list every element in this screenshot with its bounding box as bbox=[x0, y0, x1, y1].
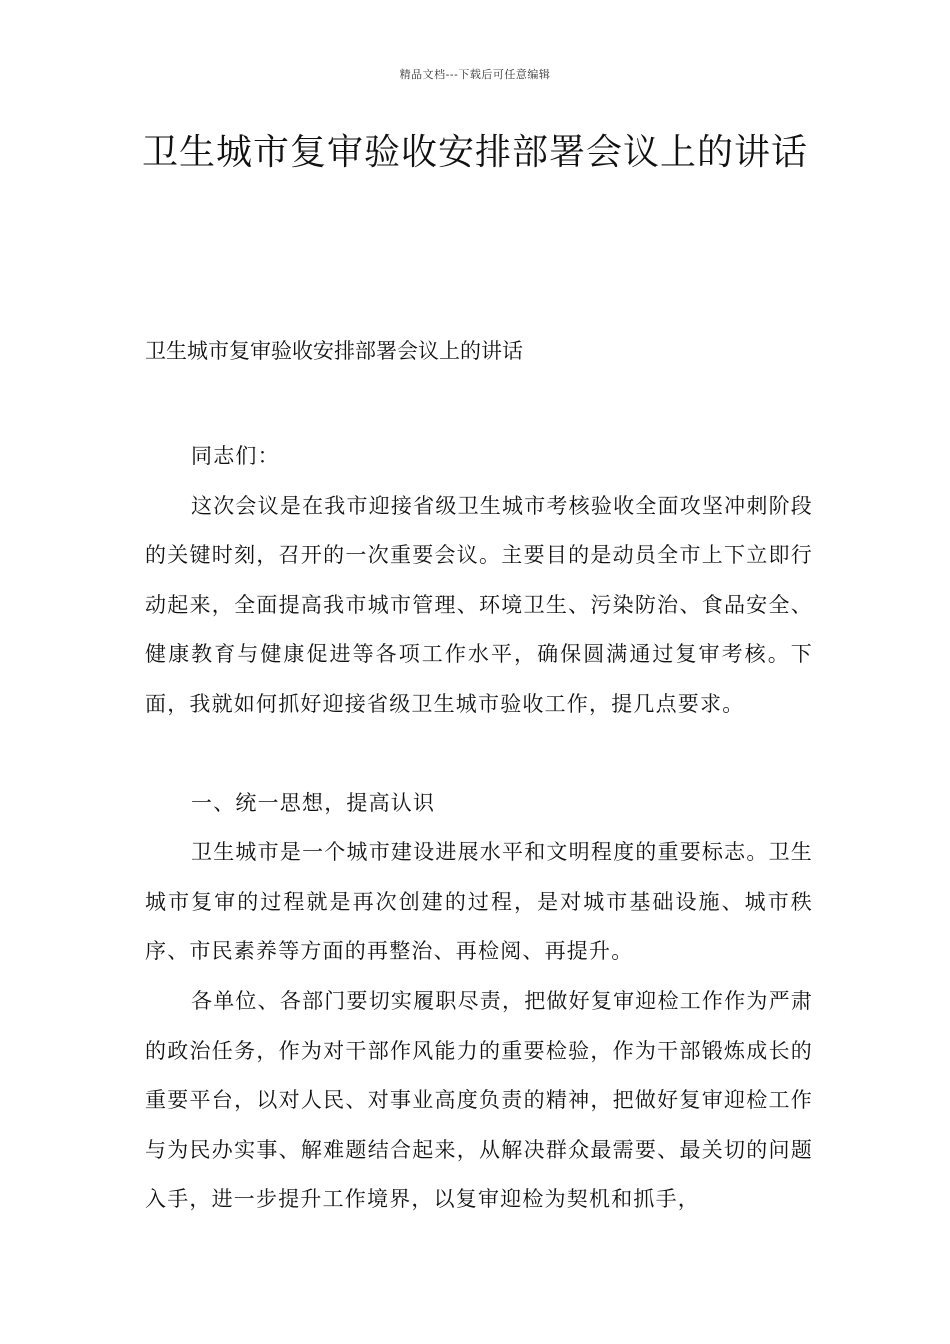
document-body bbox=[145, 432, 813, 1225]
paragraph-intro: 这次会议是在我市迎接省级卫生城市考核验收全面攻坚冲刺阶段的关键时刻，召开的一次重要会议。主要目的是动员全市上下立即行动起来，全面提高我市城市管理、环境卫生、污染防治、食品安全、健康教育与健康促进等各项工作水平，确保圆满通过复审考核。下面，我就如何抓好迎接省级卫生城市验收工作，提几点要求。 bbox=[145, 493, 813, 716]
salutation: 同志们： bbox=[191, 444, 280, 468]
section-heading-1: 一、统一思想，提高认识 bbox=[191, 790, 436, 815]
paragraph-2: 卫生城市是一个城市建设进展水平和文明程度的重要标志。卫生城市复审的过程就是再次创建的过程，是对城市基础设施、城市秩序、市民素养等方面的再整治、再检阅、再提升。 bbox=[145, 840, 813, 964]
paragraph-3: 各单位、各部门要切实履职尽责，把做好复审迎检工作作为严肃的政治任务，作为对干部作风能力的重要检验，作为干部锻炼成长的重要平台，以对人民、对事业高度负责的精神，把做好复审迎检工作与为民办实事、解难题结合起来，从解决群众最需要、最关切的问题入手，进一步提升工作境界，以复审迎检为契机和抓手， bbox=[145, 988, 813, 1212]
document-subtitle: 卫生城市复审验收安排部署会议上的讲话 bbox=[145, 339, 523, 363]
header-note: 精品文档---下载后可任意编辑 bbox=[399, 68, 551, 81]
document-title: 卫生城市复审验收安排部署会议上的讲话 bbox=[141, 132, 808, 173]
paragraph-gap bbox=[145, 730, 813, 779]
